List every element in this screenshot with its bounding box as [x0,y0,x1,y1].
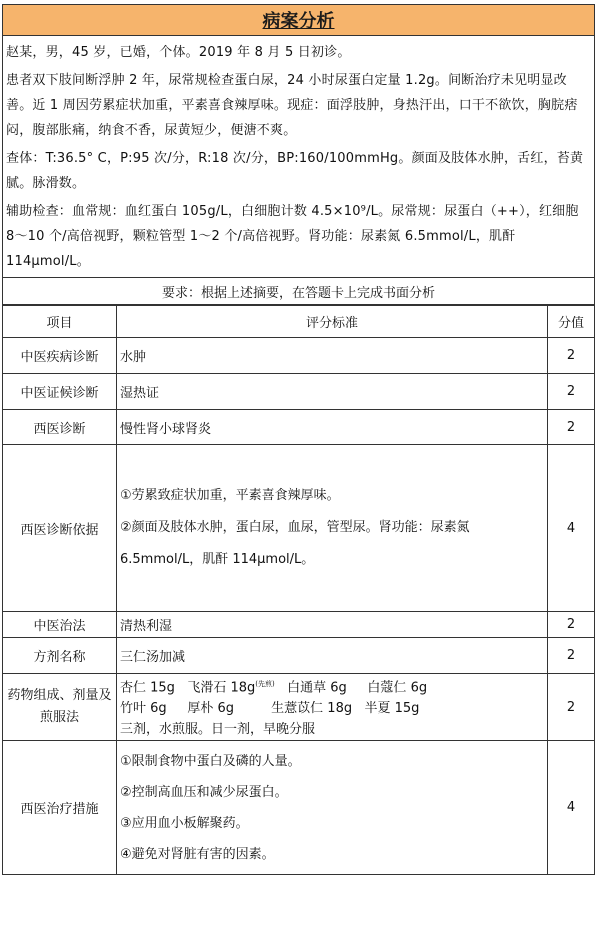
measure-line: ③应用血小板解聚药。 [120,815,249,831]
drug-line [120,674,544,698]
table-row [3,674,595,741]
case-line-patient: 赵某，男，45 岁，已婚，个体。2019 年 8 月 5 日初诊。 [6,45,351,60]
row-score: 2 [548,638,595,674]
title-bar [2,4,595,36]
row-standard: 三仁汤加减 [117,638,548,674]
row-standard: 湿热证 [117,374,548,410]
requirement-table [2,277,595,305]
row-standard: 慢性肾小球肾炎 [117,410,548,445]
drug-line: 三剂，水煎服。日一剂，早晚分服 [120,722,316,738]
row-score: 2 [548,410,595,445]
row-score: 4 [548,741,595,875]
basis-line: 6.5mmol/L，肌酐 114μmol/L。 [120,552,315,567]
basis-line: ②颜面及肢体水肿，蛋白尿，血尿，管型尿。肾功能：尿素氮 [120,520,470,535]
table-row [3,612,595,638]
table-row [3,374,595,410]
table-row [3,638,595,674]
row-standard: 清热利湿 [117,612,548,638]
case-summary [2,36,595,277]
basis-line: ①劳累致症状加重，平素喜食辣厚味。 [120,488,340,503]
row-standard [117,445,548,612]
measure-line: ①限制食物中蛋白及磷的人量。 [120,753,301,769]
row-score: 2 [548,612,595,638]
row-standard [117,674,548,741]
page-title: 病案分析 [262,11,335,32]
drug-line: 竹叶 6g 厚朴 6g 生薏苡仁 18g 半夏 15g [120,701,420,717]
table-row [3,741,595,875]
row-item: 方剂名称 [3,638,117,674]
table-header-row [3,306,595,338]
row-standard [117,741,548,875]
scoring-table [2,305,595,875]
table-row [3,445,595,612]
case-analysis-sheet [2,4,595,930]
requirement-text: 要求：根据上述摘要，在答题卡上完成书面分析 [3,278,595,305]
case-line-exam: 查体：T:36.5° C，P:95 次/分，R:18 次/分，BP:160/100mmHg。颜面及肢体水肿，舌红，苔黄腻。脉滑数。 [6,151,584,191]
header-standard: 评分标准 [117,306,548,338]
case-line-aux: 辅助检查：血常规：血红蛋白 105g/L，白细胞计数 4.5×10⁹/L。尿常规：尿蛋白（++），红细胞 8～10 个/高倍视野，颗粒管型 1～2 个/高倍视野。肾功能：尿素氮 6.5mmol/L，肌酐 114μmol/L。 [6,204,579,269]
row-score: 2 [548,374,595,410]
row-item: 中医疾病诊断 [3,338,117,374]
case-line-history: 患者双下肢间断浮肿 2 年，尿常规检查蛋白尿，24 小时尿蛋白定量 1.2g。间断治疗未见明显改善。近 1 周因劳累症状加重，平素喜食辣厚味。现症：面浮肢肿，身热汗出，口干不欲饮，胸脘痞闷，腹部胀痛，纳食不香，尿黄短少，便溏不爽。 [6,73,578,138]
header-score: 分值 [548,306,595,338]
row-score: 2 [548,674,595,741]
row-item: 西医治疗措施 [3,741,117,875]
measure-line: ④避免对肾脏有害的因素。 [120,846,275,862]
table-row [3,338,595,374]
measure-line: ②控制高血压和减少尿蛋白。 [120,784,288,800]
row-score: 4 [548,445,595,612]
row-item: 西医诊断 [3,410,117,445]
row-item: 中医证候诊断 [3,374,117,410]
table-row [3,410,595,445]
decoct-first-note: (先煎) [255,680,275,688]
drug-line-1b: 白通草 6g 白蔻仁 6g [274,680,428,696]
row-item: 药物组成、剂量及煎服法 [3,674,117,741]
drug-line-1a: 杏仁 15g 飞滑石 18g [120,680,256,696]
row-item: 西医诊断依据 [3,445,117,612]
row-item: 中医治法 [3,612,117,638]
header-item: 项目 [3,306,117,338]
row-score: 2 [548,338,595,374]
row-standard: 水肿 [117,338,548,374]
